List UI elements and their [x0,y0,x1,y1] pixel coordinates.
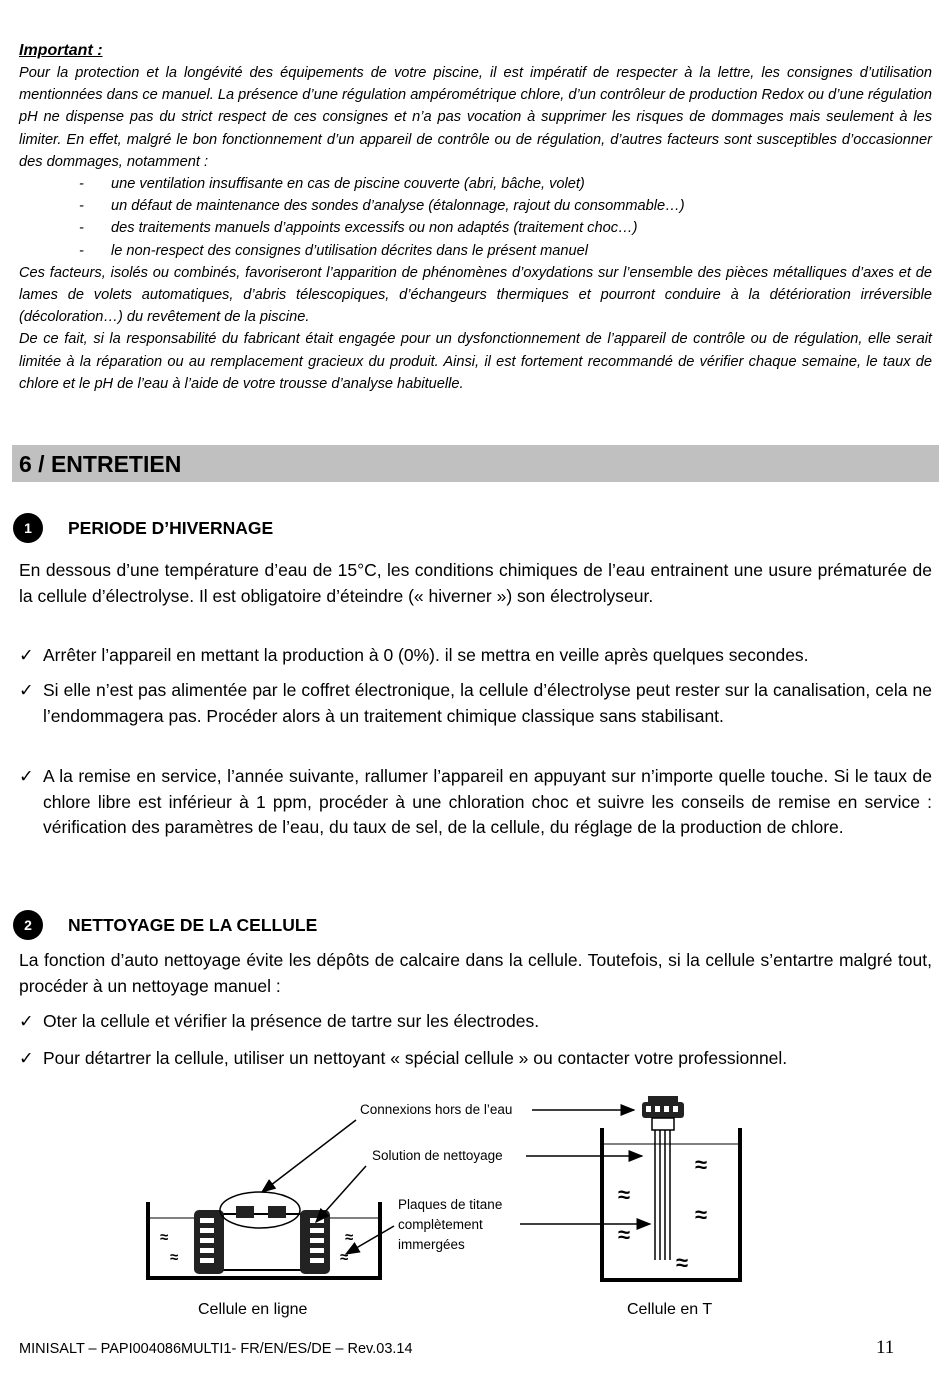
list-item: - un défaut de maintenance des sondes d’analyse (étalonnage, rajout du consommable…) [79,198,685,215]
svg-text:≈: ≈ [345,1229,354,1246]
important-risk-list [19,173,932,262]
page-number: 11 [876,1337,895,1358]
list-item: - des traitements manuels d’appoints excessifs ou non adaptés (traitement choc…) [79,220,638,237]
svg-text:≈: ≈ [695,1152,708,1177]
label-solution: Solution de nettoyage [372,1148,503,1163]
label-connexions: Connexions hors de l’eau [360,1102,513,1117]
checklist-item: ✓ Pour détartrer la cellule, utiliser un nettoyant « spécial cellule » ou contacter votre professionnel. [19,1046,932,1072]
list-item: - le non-respect des consignes d’utilisation décrites dans le présent manuel [79,242,589,259]
step-number-badge: 1 [13,513,43,543]
checkmark-icon: ✓ [19,1048,34,1068]
svg-text:≈: ≈ [618,1182,631,1207]
svg-text:≈: ≈ [340,1249,349,1266]
svg-text:≈: ≈ [695,1202,708,1227]
important-title: Important : [19,42,103,59]
important-notice [19,40,932,395]
checkmark-icon: ✓ [19,766,34,786]
checklist-item: ✓ Si elle n’est pas alimentée par le coffret électronique, la cellule d’électrolyse peut rester sur la canalisation, cela ne l’endommagera pas. Procéder alors à un traitement chimique classique sans stabilisant. [19,680,932,726]
step-number-badge: 2 [13,910,43,940]
hivernage-title: PERIODE D’HIVERNAGE [68,518,274,538]
hivernage-intro: En dessous d’une température d’eau de 15°C, les conditions chimiques de l’eau entrainent une usure prématurée de la cellule d’électrolyse. Il est obligatoire d’éteindre (« hiverner ») son électrolyseur. [19,560,932,606]
svg-text:≈: ≈ [170,1249,179,1266]
important-paragraph-2: Ces facteurs, isolés ou combinés, favoriseront l’apparition de phénomènes d’oxydations sur l’ensemble des pièces métalliques d’axes et de lames de volets automatiques, d’abris télescopiques, d’échangeurs thermiques et pourront conduire à la détérioration irréversible (décoloration…) du revêtement de la piscine. [19,264,932,326]
checklist-item: ✓ Arrêter l’appareil en mettant la production à 0 (0%). il se mettra en veille après quelques secondes. [19,643,932,669]
checkmark-icon: ✓ [19,680,34,700]
section-title: 6 / ENTRETIEN [19,451,182,477]
label-plaques: immergées [398,1237,465,1252]
checkmark-icon: ✓ [19,645,34,665]
svg-text:≈: ≈ [618,1222,631,1247]
nettoyage-title: NETTOYAGE DE LA CELLULE [68,915,318,935]
cell-cleaning-diagram [0,1090,950,1330]
svg-text:≈: ≈ [160,1229,169,1246]
important-paragraph-3: De ce fait, si la responsabilité du fabricant était engagée pour un dysfonctionnement de l’appareil de contrôle ou de régulation, elle serait limitée à la réparation ou au remplacement gracieux du produit. Ainsi, il est fortement recommandé de vérifier chaque semaine, le taux de chlore et le pH de l’eau à l’aide de votre trousse d’analyse habituelle. [19,331,932,392]
svg-text:≈: ≈ [676,1250,689,1275]
list-item: - une ventilation insuffisante en cas de piscine couverte (abri, bâche, volet) [79,176,585,193]
label-plaques: complètement [398,1217,483,1232]
checkmark-icon: ✓ [19,1011,34,1031]
section-header-bar [12,445,939,482]
t-cell-illustration [602,1096,740,1280]
checklist-item: ✓ Oter la cellule et vérifier la présence de tartre sur les électrodes. [19,1009,932,1035]
inline-cell-illustration [148,1192,380,1278]
caption-t-cell: Cellule en T [627,1301,713,1318]
label-plaques: Plaques de titane [398,1197,503,1212]
footer-document-reference: MINISALT – PAPI004086MULTI1- FR/EN/ES/DE – Rev.03.14 [19,1341,413,1357]
caption-inline-cell: Cellule en ligne [198,1301,308,1318]
checklist-item: ✓ A la remise en service, l’année suivante, rallumer l’appareil en appuyant sur n’importe quelle touche. Si le taux de chlore libre est inférieur à 1 ppm, procéder à une chloration choc et suivre les conseils de remise en service : vérification des paramètres de l’eau, du taux de sel, de la cellule, du réglage de la production de chlore. [19,766,932,837]
important-intro: Pour la protection et la longévité des équipements de votre piscine, il est impératif de respecter à la lettre, les consignes d’utilisation mentionnées dans ce manuel. La présence d’une régulation ampérométrique chlore, d’un contrôleur de production Redox ou d’une régulation pH ne dispense pas du strict respect de ces consignes et n’a pas vocation à supprimer les risques de dommages mais seulement à les limiter. En effet, malgré le bon fonctionnement d’un appareil de contrôle ou de régulation, d’autres facteurs sont susceptibles d’occasionner des dommages, notamment : [19,65,932,170]
nettoyage-intro: La fonction d’auto nettoyage évite les dépôts de calcaire dans la cellule. Toutefois, si la cellule s’entartre malgré tout, procéder à un nettoyage manuel : [19,950,932,996]
